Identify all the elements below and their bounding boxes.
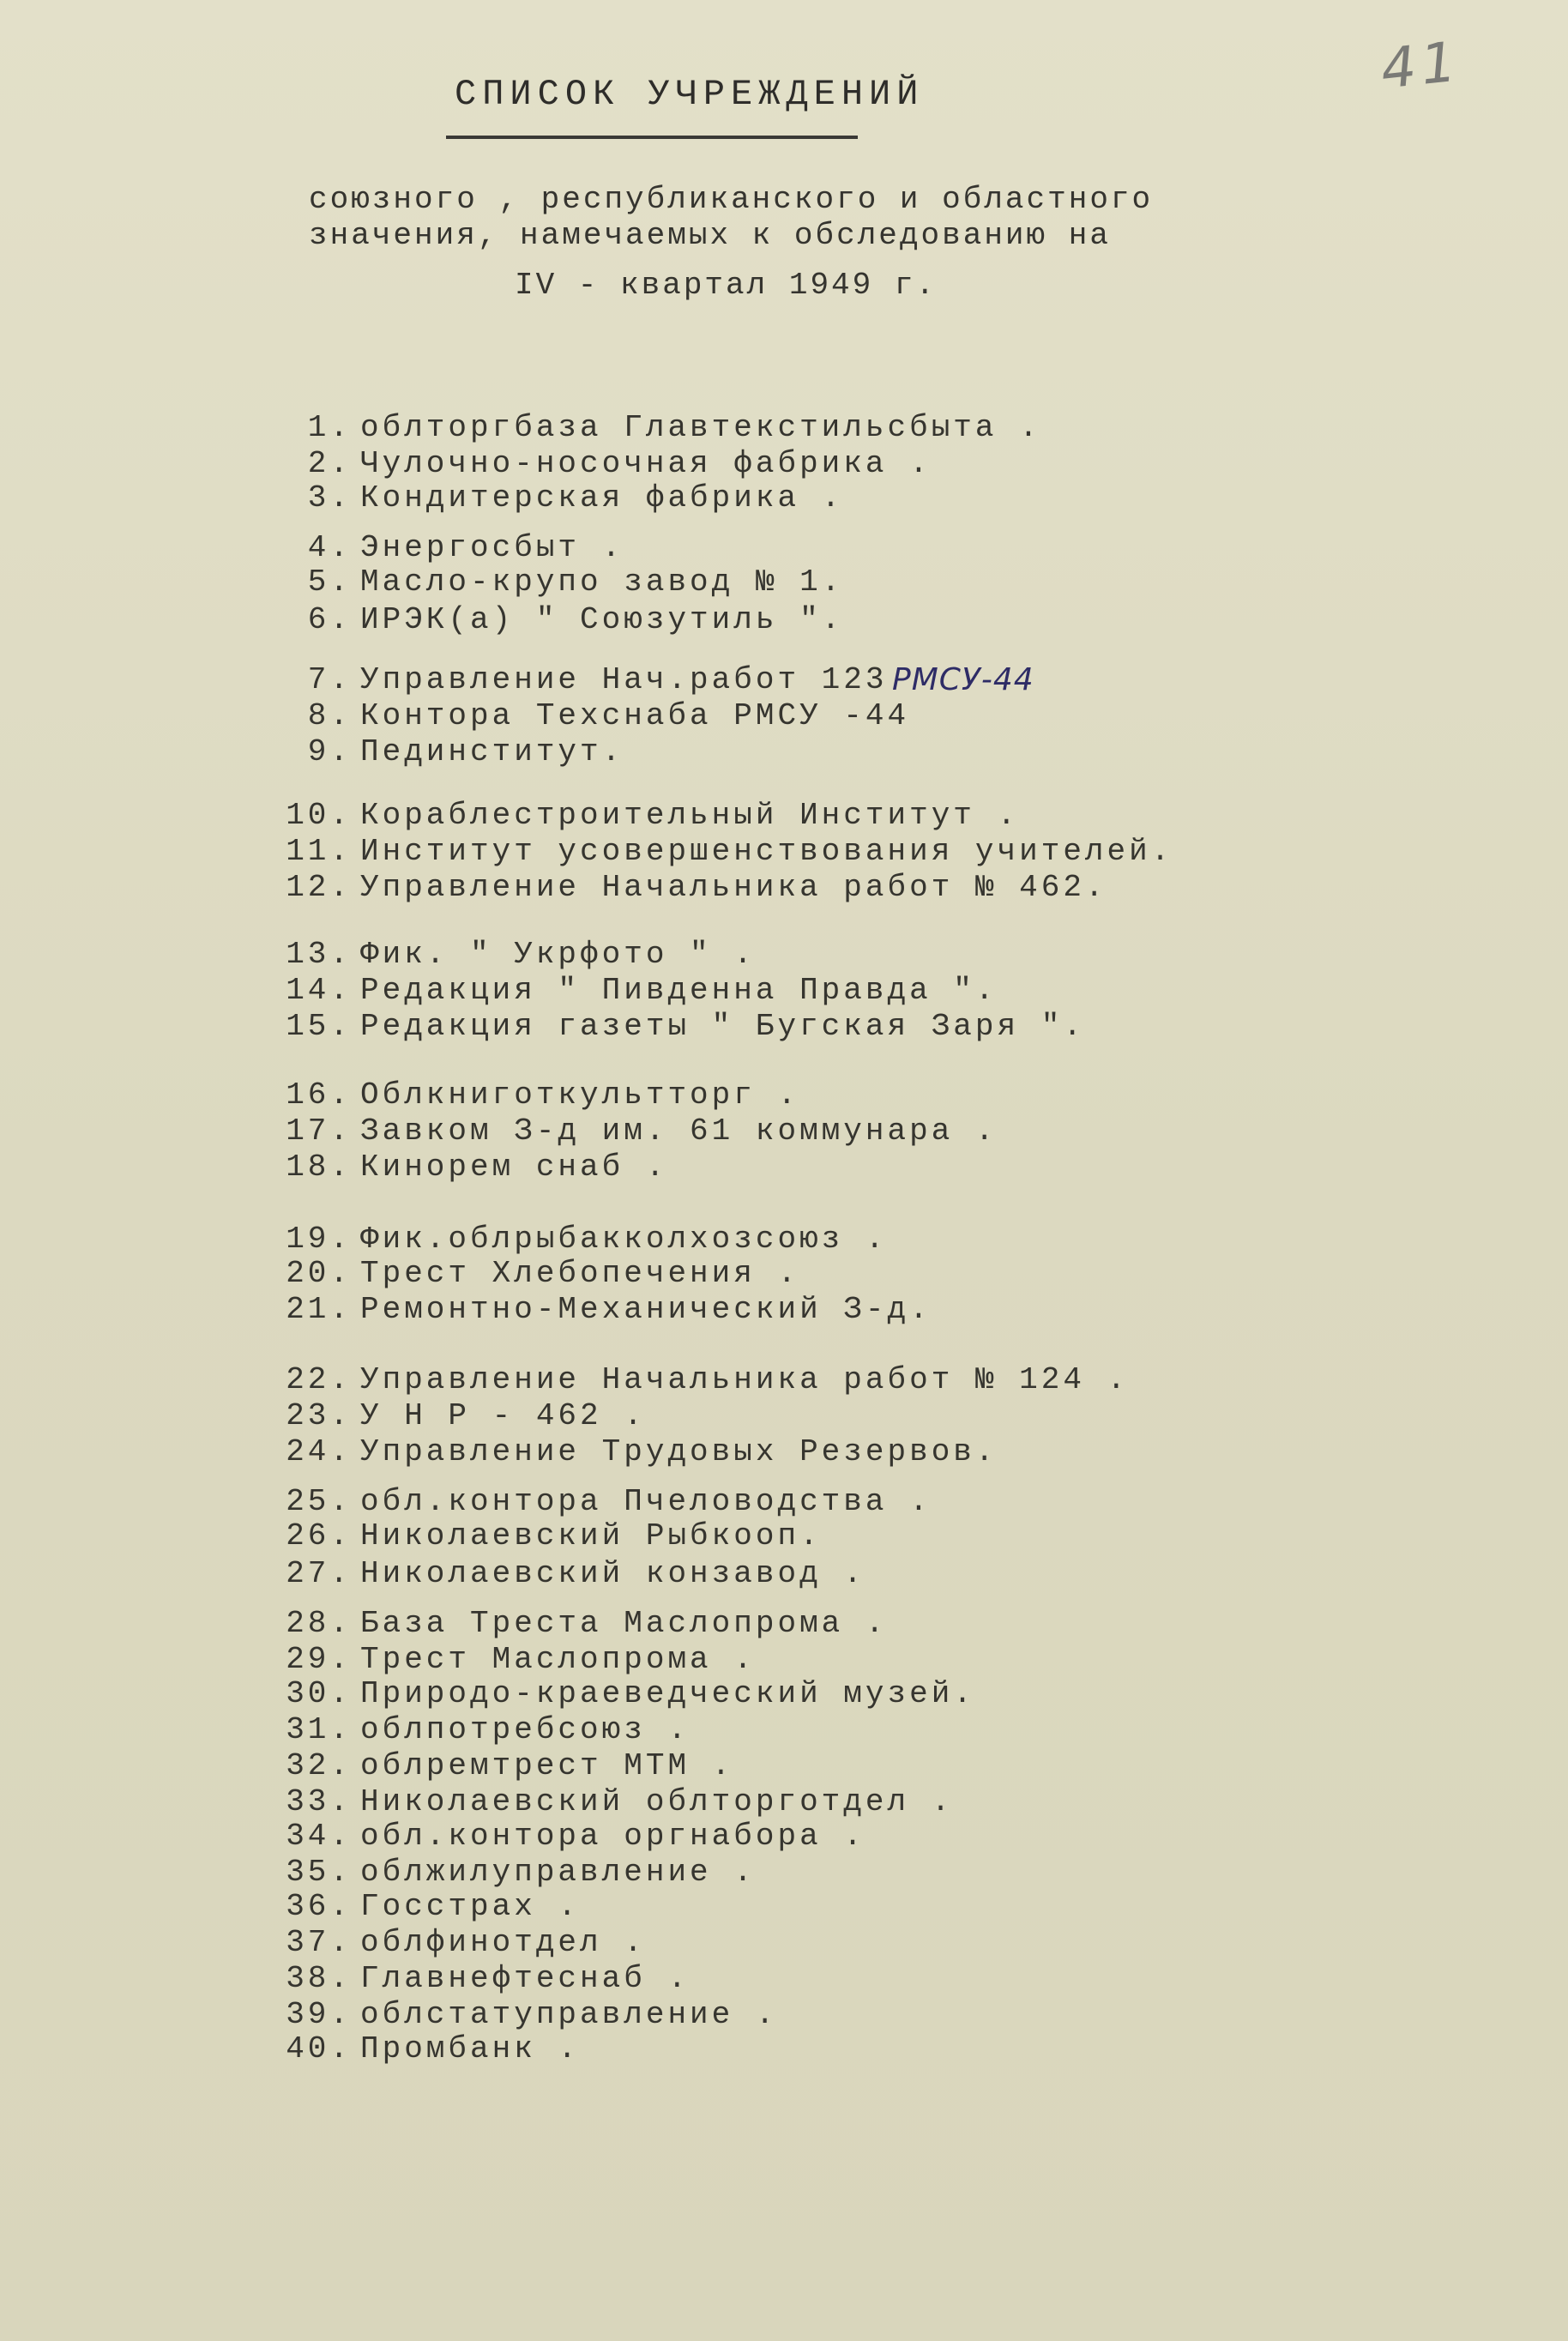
list-item-number: 10. — [286, 798, 352, 833]
list-item-number: 26. — [286, 1518, 352, 1554]
list-item-number: 24. — [286, 1434, 352, 1469]
list-item-text: Институт усовершенствования учителей. — [360, 834, 1173, 869]
list-item-number: 13. — [286, 937, 352, 972]
list-item-text: облстатуправление . — [360, 1997, 778, 2032]
list-item-number: 19. — [286, 1222, 352, 1257]
subtitle-line-3: IV - квартал 1949 г. — [515, 268, 938, 303]
list-item-number: 33. — [286, 1784, 352, 1819]
list-item-text: Чулочно-носочная фабрика . — [360, 446, 932, 481]
list-item-number: 38. — [286, 1961, 352, 1996]
list-item-number: 6. — [307, 602, 352, 637]
list-item-text: облпотребсоюз . — [360, 1712, 691, 1747]
list-item-text: Энергосбыт . — [360, 530, 624, 565]
list-item-text: Николаевский Рыбкооп. — [360, 1518, 822, 1554]
list-item-number: 36. — [286, 1889, 352, 1924]
list-item-text: Николаевский конзавод . — [360, 1556, 865, 1591]
list-item-text: Управление Начальника работ № 462. — [360, 870, 1107, 905]
list-item-text: Пединститут. — [360, 734, 624, 769]
list-item-text: облжилуправление . — [360, 1855, 756, 1890]
list-item-text: Природо-краеведческий музей. — [360, 1676, 975, 1711]
list-item-number: 23. — [286, 1398, 352, 1433]
list-item-text: Контора Техснаба РМСУ -44 — [360, 698, 910, 733]
list-item-text: обл.контора оргнабора . — [360, 1819, 865, 1854]
list-item-number: 21. — [286, 1292, 352, 1327]
list-item-text: Управление Трудовых Резервов. — [360, 1434, 998, 1469]
list-item-number: 1. — [307, 410, 352, 445]
list-item-number: 29. — [286, 1642, 352, 1677]
list-item-text: База Треста Маслопрома . — [360, 1606, 888, 1641]
page-number: 41 — [1378, 30, 1465, 102]
list-item-text: ИРЭК(а) " Союзутиль ". — [360, 602, 844, 637]
list-item-number: 17. — [286, 1113, 352, 1149]
list-item-number: 22. — [286, 1362, 352, 1397]
document-title: СПИСОК УЧРЕЖДЕНИЙ — [455, 74, 925, 115]
list-item-text: Завком З-д им. 61 коммунара . — [360, 1113, 998, 1149]
list-item-number: 25. — [286, 1484, 352, 1519]
list-item-text: Николаевский облторготдел . — [360, 1784, 954, 1819]
list-item-number: 20. — [286, 1256, 352, 1291]
list-item-text: Кинорем снаб . — [360, 1149, 668, 1185]
list-item-text: Масло-крупо завод № 1. — [360, 564, 844, 600]
list-item-text: Облкниготкультторг . — [360, 1077, 800, 1113]
list-item-text: облторгбаза Главтекстильсбыта . — [360, 410, 1041, 445]
list-item-text: облфинотдел . — [360, 1925, 646, 1960]
list-item-number: 37. — [286, 1925, 352, 1960]
list-item-text: Редакция " Пивденна Правда ". — [360, 973, 998, 1008]
stamp-handwritten-text: РМСУ-44 — [892, 662, 1034, 697]
list-item-number: 15. — [286, 1009, 352, 1044]
list-item-text: Главнефтеснаб . — [360, 1961, 691, 1996]
list-item-number: 30. — [286, 1676, 352, 1711]
list-item-number: 11. — [286, 834, 352, 869]
list-item-text: Трест Маслопрома . — [360, 1642, 756, 1677]
subtitle-line-2: значения, намечаемых к обследованию на — [309, 218, 1111, 253]
list-item-text: У Н Р - 462 . — [360, 1398, 646, 1433]
list-item-text: облремтрест МТМ . — [360, 1748, 734, 1783]
list-item-text: Редакция газеты " Бугская Заря ". — [360, 1009, 1085, 1044]
list-item-number: 39. — [286, 1997, 352, 2032]
list-item-text: Госстрах . — [360, 1889, 581, 1924]
list-item-number: 4. — [307, 530, 352, 565]
list-item-text: Фик.облрыбакколхозсоюз . — [360, 1222, 888, 1257]
list-item-number: 3. — [307, 480, 352, 516]
list-item-number: 12. — [286, 870, 352, 905]
list-item-number: 8. — [307, 698, 352, 733]
list-item-text: Кораблестроительный Институт . — [360, 798, 1020, 833]
list-item-text: Управление Начальника работ № 124 . — [360, 1362, 1130, 1397]
list-item-text: Промбанк . — [360, 2031, 581, 2066]
title-underline — [446, 136, 858, 139]
list-item-number: 40. — [286, 2031, 352, 2066]
list-item-number: 2. — [307, 446, 352, 481]
list-item-number: 5. — [307, 564, 352, 600]
list-item-text: Управление Нач.работ 123 — [360, 662, 888, 697]
list-item-text: Трест Хлебопечения . — [360, 1256, 800, 1291]
list-item-number: 9. — [307, 734, 352, 769]
list-item-text: Ремонтно-Механический З-д. — [360, 1292, 932, 1327]
list-item-text: Кондитерская фабрика . — [360, 480, 844, 516]
list-item-number: 28. — [286, 1606, 352, 1641]
list-item-number: 14. — [286, 973, 352, 1008]
list-item-number: 27. — [286, 1556, 352, 1591]
list-item-number: 16. — [286, 1077, 352, 1113]
list-item-text: Фик. " Укрфото " . — [360, 937, 756, 972]
list-item-number: 18. — [286, 1149, 352, 1185]
list-item-number: 32. — [286, 1748, 352, 1783]
list-item-number: 34. — [286, 1819, 352, 1854]
list-item-number: 35. — [286, 1855, 352, 1890]
subtitle-line-1: союзного , республиканского и областного — [309, 182, 1154, 217]
list-item-number: 7. — [307, 662, 352, 697]
list-item-text: обл.контора Пчеловодства . — [360, 1484, 932, 1519]
list-item-number: 31. — [286, 1712, 352, 1747]
